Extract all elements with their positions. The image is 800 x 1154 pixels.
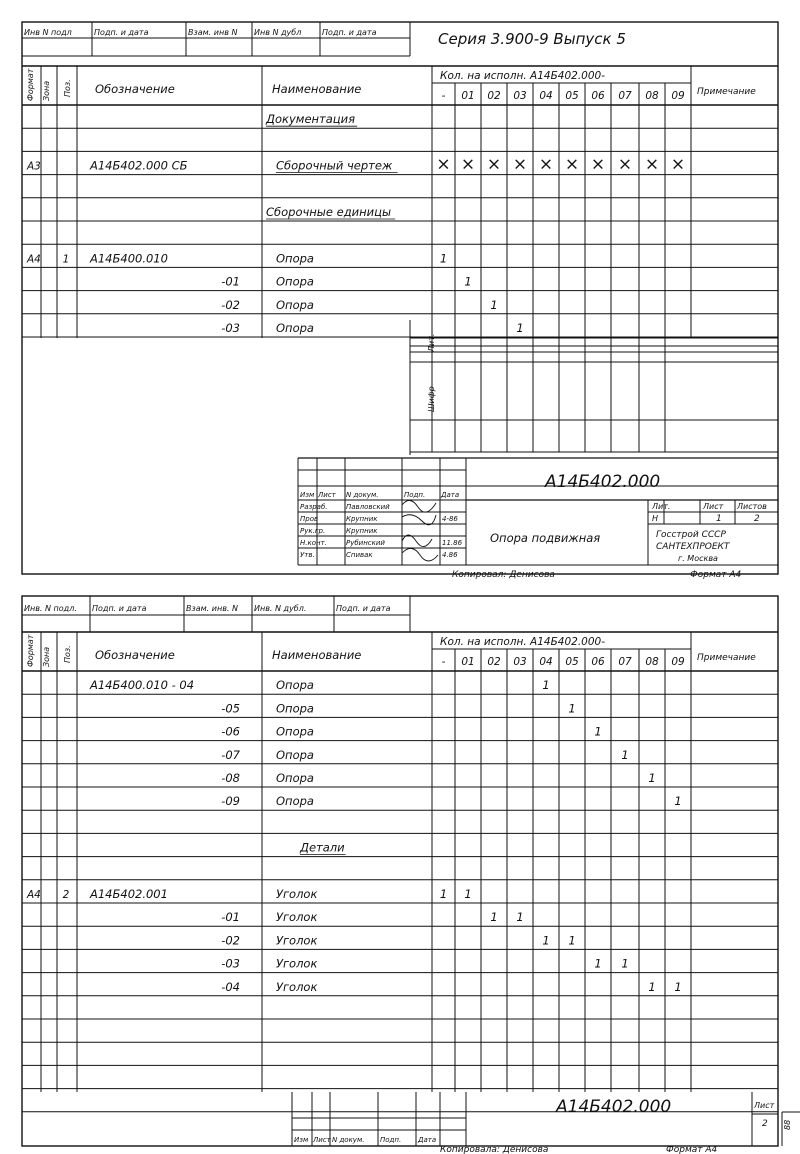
change-col-label: Дата: [441, 491, 460, 499]
variant-01: 01: [461, 90, 475, 102]
variant-06: 06: [591, 90, 605, 102]
variant-06: 06: [591, 656, 605, 668]
column-header-format: Формат: [26, 634, 35, 667]
org-line-3: г. Москва: [678, 554, 718, 563]
sheet-value: 2: [762, 1119, 768, 1129]
qty-mark: ×: [486, 154, 502, 175]
variant-04: 04: [539, 90, 553, 102]
role-date: 11.86: [442, 539, 463, 547]
role-label: Разраб.: [300, 503, 328, 511]
stamp-label: Взам. инв. N: [186, 604, 238, 613]
row-name: Уголок: [276, 956, 318, 971]
row-format: А4: [27, 889, 41, 901]
qty-mark: 1: [568, 701, 576, 716]
sheets-value: 2: [754, 514, 760, 524]
row-designation: А14Б400.010: [90, 251, 168, 266]
variant-08: 08: [645, 656, 659, 668]
row-name: Уголок: [276, 979, 318, 994]
qty-mark: 1: [594, 956, 602, 971]
column-header-zone: Зона: [42, 646, 51, 667]
row-designation: -04: [221, 979, 240, 994]
copied-by: Копировала: Денисова: [440, 1145, 549, 1154]
variant-02: 02: [487, 656, 501, 668]
section-heading: Документация: [266, 112, 356, 127]
qty-mark: 1: [674, 794, 682, 809]
variant-base: -: [441, 90, 446, 102]
variant-base: -: [441, 656, 446, 668]
variant-05: 05: [565, 90, 579, 102]
column-header-note: Примечание: [697, 653, 756, 663]
stamp-label: Инв N дубл: [254, 28, 302, 37]
row-format: А3: [27, 160, 41, 173]
qty-mark: ×: [670, 154, 686, 175]
row-name: Опора: [276, 794, 314, 809]
qty-mark: 1: [674, 979, 682, 994]
qty-mark: 1: [621, 747, 629, 762]
row-designation: -03: [221, 321, 240, 335]
edge-number: 88: [783, 1119, 792, 1130]
variant-05: 05: [565, 656, 579, 668]
role-name: Спивак: [346, 551, 373, 559]
qty-mark: 1: [648, 979, 656, 994]
stamp-label: Инв N подл: [24, 28, 72, 37]
side-label-lit: Лит.: [427, 333, 436, 352]
row-name: Сборочный чертеж: [276, 158, 393, 173]
row-designation: -02: [221, 933, 240, 948]
stamp-label: Подп. и дата: [336, 604, 391, 613]
row-name: Опора: [276, 747, 314, 762]
section-heading: Сборочные единицы: [266, 205, 392, 219]
row-name: Опора: [276, 678, 314, 693]
qty-mark: 1: [490, 297, 498, 312]
qty-mark: 1: [542, 933, 550, 948]
column-header-qty: Кол. на исполн. А14Б402.000-: [440, 636, 605, 648]
variant-03: 03: [513, 656, 527, 668]
column-header-name: Наименование: [272, 648, 362, 662]
column-header-note: Примечание: [697, 87, 756, 97]
column-header-name: Наименование: [272, 82, 362, 96]
role-name: Крупник: [346, 527, 378, 535]
qty-mark: ×: [564, 154, 580, 175]
row-designation: -07: [221, 747, 240, 762]
stamp-label: Подп. и дата: [94, 28, 149, 37]
qty-mark: ×: [436, 154, 451, 175]
stamp-label: Инв. N дубл.: [254, 604, 307, 613]
stamp-label: Взам. инв N: [188, 28, 238, 37]
role-name: Крупник: [346, 515, 378, 523]
role-label: Утв.: [300, 551, 315, 559]
row-designation: -02: [221, 297, 240, 312]
row-designation: -08: [221, 771, 240, 785]
row-name: Опора: [276, 724, 314, 739]
change-col-label: Подп.: [404, 491, 426, 499]
qty-mark: 1: [621, 956, 629, 971]
variant-07: 07: [618, 90, 632, 102]
stamp-label: Инв. N подл.: [24, 604, 77, 613]
lit-value: Н: [652, 514, 659, 523]
row-name: Опора: [276, 701, 314, 716]
org-line-2: САНТЕХПРОЕКТ: [656, 542, 730, 552]
qty-mark: ×: [590, 154, 606, 175]
row-name: Опора: [276, 297, 314, 312]
change-col-label: Подп.: [380, 1136, 402, 1144]
role-label: Пров: [300, 515, 319, 523]
row-designation: А14Б400.010 - 04: [90, 678, 195, 693]
column-header-qty: Кол. на исполн. А14Б402.000-: [440, 70, 605, 82]
format-label: Формат А4: [690, 570, 742, 580]
row-designation: -01: [221, 910, 240, 925]
role-label: Рук.гр.: [300, 527, 326, 535]
variant-07: 07: [618, 656, 632, 668]
qty-mark: 1: [516, 321, 524, 335]
side-label-cipher: Шифр: [427, 386, 436, 412]
qty-mark: 1: [542, 678, 550, 693]
variant-02: 02: [487, 90, 501, 102]
column-header-zone: Зона: [42, 80, 51, 101]
variant-04: 04: [539, 656, 553, 668]
lit-label: Лит.: [652, 502, 671, 511]
column-header-pos: Поз.: [63, 79, 72, 97]
qty-mark: 1: [439, 251, 448, 266]
change-col-label: Дата: [418, 1136, 437, 1144]
qty-mark: ×: [512, 154, 528, 175]
row-designation: -09: [221, 794, 240, 809]
change-col-label: N докум.: [346, 491, 379, 499]
change-col-label: Лист: [313, 1136, 331, 1144]
role-name: Павловский: [346, 503, 390, 511]
format-label: Формат А4: [666, 1145, 718, 1154]
change-col-label: Лист: [318, 491, 336, 499]
role-date: 4.86: [442, 551, 458, 559]
change-col-label: N докум.: [332, 1136, 365, 1144]
stamp-label: Подп. и дата: [322, 28, 377, 37]
row-name: Опора: [276, 771, 314, 785]
copied-by: Копировал: Денисова: [452, 570, 555, 580]
row-pos: 2: [62, 889, 70, 901]
qty-mark: 1: [648, 771, 656, 785]
row-format: А4: [27, 253, 41, 266]
sheets-label: Листов: [737, 502, 767, 511]
change-col-label: Изм: [300, 491, 315, 499]
row-name: Опора: [276, 274, 314, 289]
section-heading: Детали: [300, 840, 345, 855]
doc-title: Опора подвижная: [490, 531, 601, 545]
row-designation: А14Б402.000 СБ: [90, 158, 188, 173]
doc-designation: А14Б402.000: [556, 1097, 672, 1117]
row-designation: А14Б402.001: [90, 887, 168, 901]
variant-08: 08: [645, 90, 659, 102]
qty-mark: 1: [490, 910, 498, 925]
change-col-label: Изм: [294, 1136, 309, 1144]
sheet-label: Лист: [754, 1101, 775, 1110]
row-designation: -05: [221, 701, 240, 716]
row-pos: 1: [62, 253, 70, 266]
variant-01: 01: [461, 656, 475, 668]
variant-09: 09: [671, 90, 685, 102]
qty-mark: ×: [644, 154, 660, 175]
role-name: Рубинский: [346, 539, 385, 547]
qty-mark: 1: [568, 933, 576, 948]
row-name: Уголок: [276, 933, 318, 948]
row-designation: -06: [221, 724, 240, 739]
qty-mark: ×: [460, 154, 476, 175]
series-header: Серия 3.900-9 Выпуск 5: [438, 30, 626, 48]
qty-mark: 1: [516, 910, 524, 925]
org-line-1: Госстрой СССР: [656, 530, 726, 540]
column-header-designation: Обозначение: [95, 648, 175, 662]
column-header-pos: Поз.: [63, 645, 72, 663]
row-name: Опора: [276, 251, 314, 266]
doc-designation: А14Б402.000: [545, 472, 661, 492]
row-name: Уголок: [276, 910, 318, 925]
qty-mark: ×: [617, 154, 633, 175]
column-header-format: Формат: [26, 68, 35, 101]
qty-mark: 1: [464, 274, 472, 289]
row-designation: -01: [221, 274, 240, 289]
sheet-value: 1: [716, 514, 722, 524]
qty-mark: 1: [464, 887, 472, 901]
qty-mark: 1: [439, 887, 448, 901]
sheet-label: Лист: [703, 502, 724, 511]
column-header-designation: Обозначение: [95, 82, 175, 96]
qty-mark: 1: [594, 724, 602, 739]
qty-mark: ×: [538, 154, 554, 175]
stamp-label: Подп. и дата: [92, 604, 147, 613]
role-label: Н.конт.: [300, 539, 327, 547]
role-date: 4-86: [442, 515, 458, 523]
variant-03: 03: [513, 90, 527, 102]
variant-09: 09: [671, 656, 685, 668]
row-name: Уголок: [276, 887, 318, 901]
row-designation: -03: [221, 956, 240, 971]
row-name: Опора: [276, 321, 314, 335]
